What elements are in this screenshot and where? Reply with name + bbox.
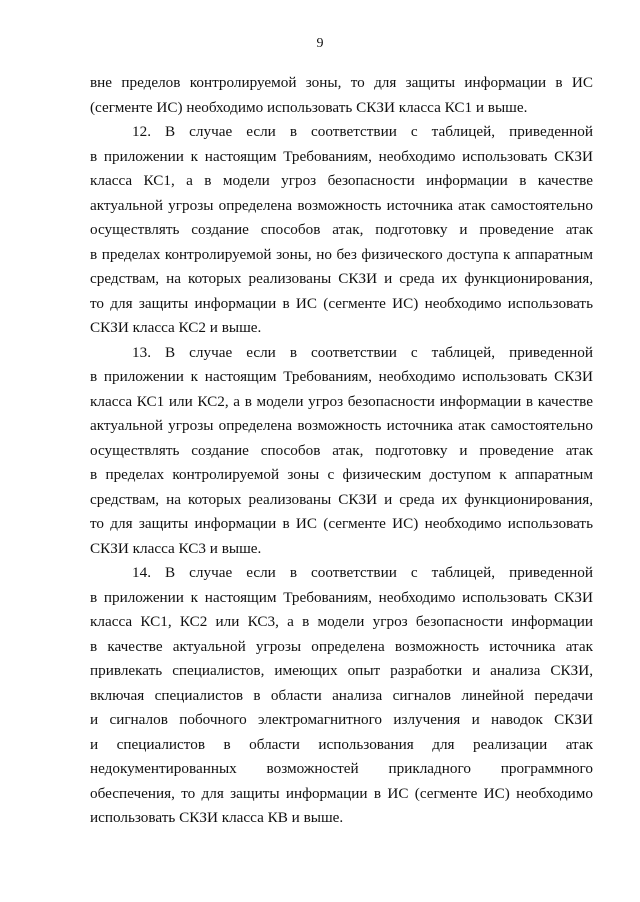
text-line: в приложении к настоящим Требованиям, необходимо использовать СКЗИ <box>90 588 593 606</box>
text-line: средствам, на которых реализованы СКЗИ и среда их функционирования, <box>90 270 593 287</box>
text-line: привлекать специалистов, имеющих опыт разработки и анализа СКЗИ, <box>90 662 593 679</box>
page-number: 9 <box>316 36 324 51</box>
text-line: обеспечения, то для защиты информации в ИС (сегменте ИС) необходимо <box>90 784 593 802</box>
text-line: актуальной угрозы определена возможность источника атак самостоятельно <box>90 196 593 214</box>
paragraph-14 <box>90 561 593 831</box>
text-line: (сегменте ИС) необходимо использовать СКЗИ класса КС1 и выше. <box>90 98 528 116</box>
document-body <box>90 71 593 831</box>
text-line: осуществлять создание способов атак, подготовку и проведение атак <box>90 221 593 238</box>
text-line: и специалистов в области использования для реализации атак <box>90 735 593 753</box>
text-line: 14. В случае если в соответствии с таблицей, приведенной <box>132 564 593 581</box>
text-line: класса КС1 или КС2, а в модели угроз безопасности информации в качестве <box>90 392 593 410</box>
text-line: в качестве актуальной угрозы определена возможность источника атак <box>90 637 593 655</box>
paragraph-13 <box>90 341 593 562</box>
text-line: в приложении к настоящим Требованиям, необходимо использовать СКЗИ <box>90 147 593 165</box>
text-line: актуальной угрозы определена возможность источника атак самостоятельно <box>90 417 593 434</box>
text-line: то для защиты информации в ИС (сегменте ИС) необходимо использовать <box>90 515 593 532</box>
text-line: использовать СКЗИ класса КВ и выше. <box>90 809 344 826</box>
text-line: средствам, на которых реализованы СКЗИ и среда их функционирования, <box>90 490 593 508</box>
text-line: недокументированных возможностей прикладного программного <box>90 760 593 777</box>
text-line: то для защиты информации в ИС (сегменте ИС) необходимо использовать <box>90 294 593 312</box>
text-line: в пределах контролируемой зоны, но без физического доступа к аппаратным <box>90 245 593 263</box>
text-line: вне пределов контролируемой зоны, то для защиты информации в ИС <box>90 74 593 91</box>
text-line: включая специалистов в области анализа сигналов линейной передачи <box>90 686 593 704</box>
text-line: осуществлять создание способов атак, подготовку и проведение атак <box>90 441 593 459</box>
text-line: в приложении к настоящим Требованиям, необходимо использовать СКЗИ <box>90 368 593 385</box>
text-line: класса КС1, КС2 или КС3, а в модели угроз безопасности информации <box>90 613 593 630</box>
text-line: СКЗИ класса КС2 и выше. <box>90 319 262 336</box>
text-line: 13. В случае если в соответствии с таблицей, приведенной <box>132 343 593 361</box>
text-line: и сигналов побочного электромагнитного излучения и наводок СКЗИ <box>90 711 593 728</box>
text-line: в пределах контролируемой зоны с физическим доступом к аппаратным <box>90 466 593 483</box>
text-line: СКЗИ класса КС3 и выше. <box>90 539 262 557</box>
paragraph-12 <box>90 120 593 341</box>
text-line: 12. В случае если в соответствии с таблицей, приведенной <box>132 123 593 140</box>
paragraph-continuation <box>90 71 593 120</box>
text-line: класса КС1, а в модели угроз безопасности информации в качестве <box>90 172 593 189</box>
